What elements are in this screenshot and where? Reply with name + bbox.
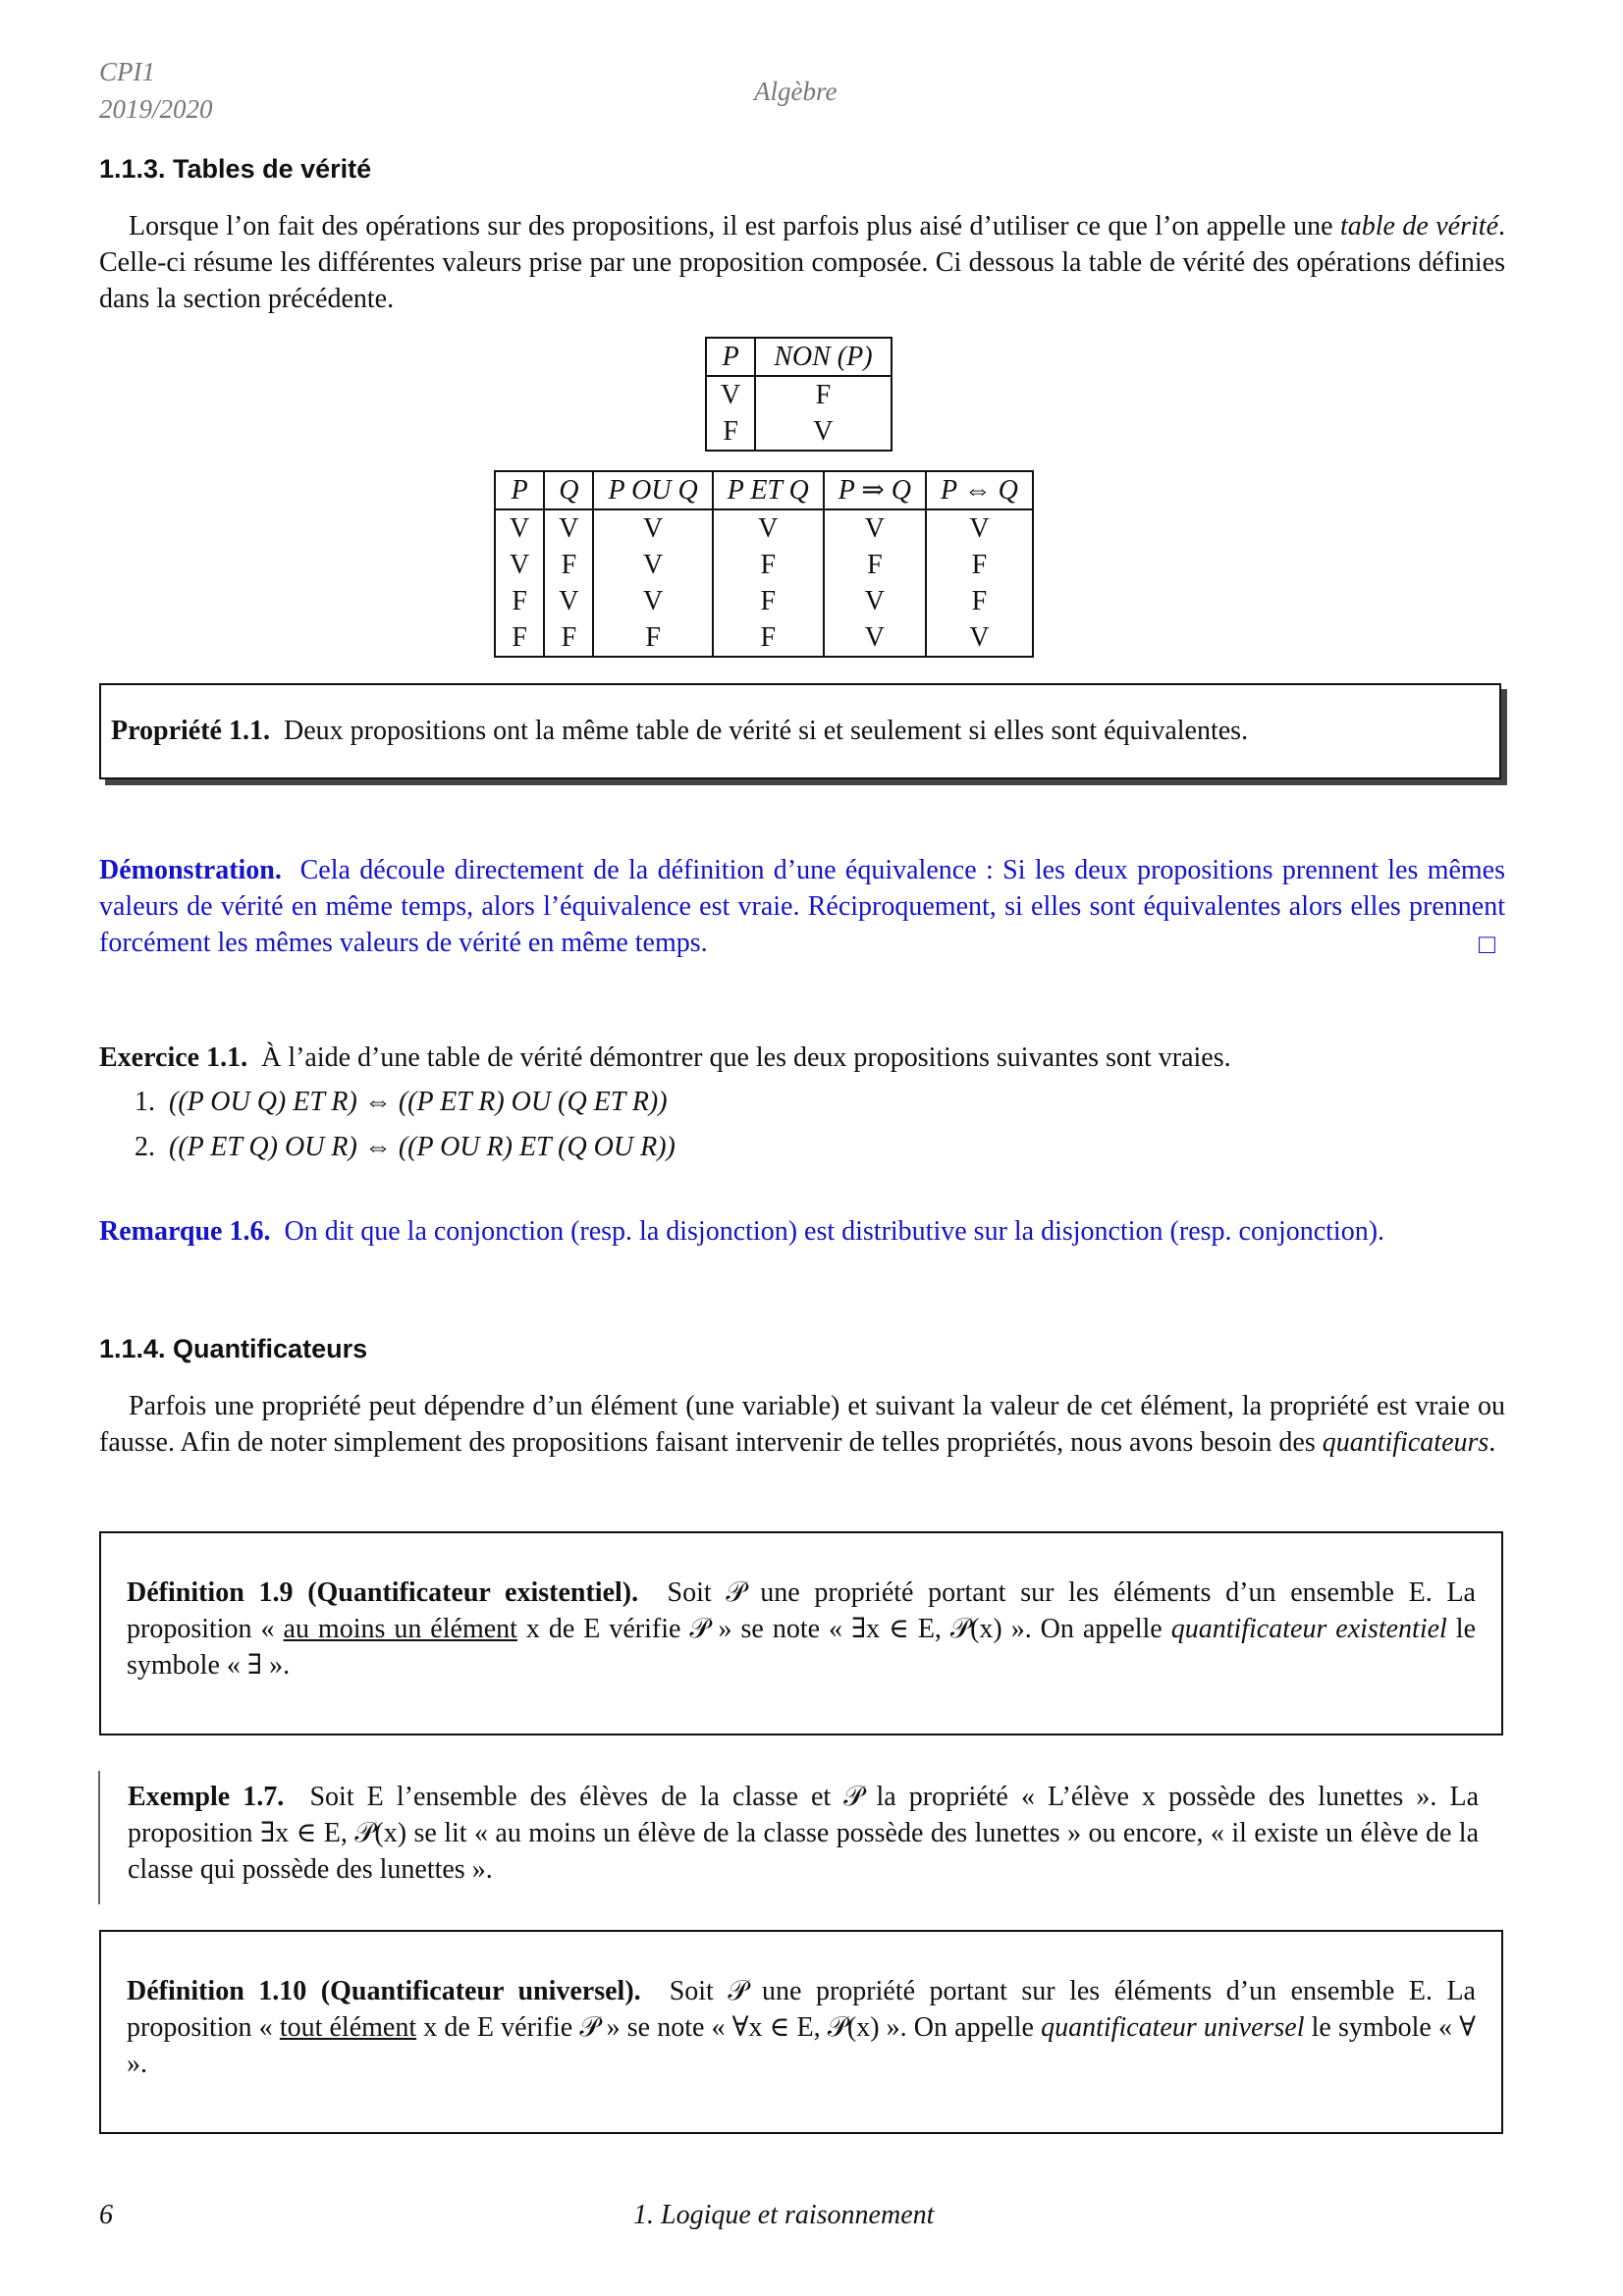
table-cell: F	[755, 376, 891, 413]
table-header: Q	[544, 471, 593, 509]
table-cell: F	[926, 547, 1033, 583]
demonstration-text: Cela découle directement de la définition d’une équivalence : Si les deux propositions prennent les mêmes valeurs de vérité en même temps, alors l’équivalence est vraie. Réciproquement, si elles sont équivalentes alors elles prennent forcément les mêmes valeurs de vérité en même temps.	[99, 855, 1506, 958]
table-row	[495, 583, 1033, 619]
definition-box-existentiel: Définition 1.9 (Quantificateur existentiel). Soit 𝒫 une propriété portant sur les éléments d’un ensemble E. La proposition « au moins un élément x de E vérifie 𝒫 » se note « ∃x ∈ E, 𝒫(x) ». On appelle quantificateur existentiel le symbole « ∃ ».	[99, 1531, 1503, 1735]
table-cell: F	[593, 619, 712, 657]
table-cell: F	[926, 583, 1033, 619]
table-cell: F	[544, 619, 593, 657]
table-row	[495, 619, 1033, 657]
table-cell: V	[544, 509, 593, 547]
exercice-label: Exercice 1.1.	[99, 1042, 248, 1073]
definition-label: Définition 1.9 (Quantificateur existentiel).	[127, 1577, 639, 1608]
section-intro-quantificateurs: Parfois une propriété peut dépendre d’un élément (une variable) et suivant la valeur de cet élément, la propriété est vraie ou fausse. Afin de noter simplement des propositions faisant intervenir de telles propriétés, nous avons besoin des quantificateurs.	[99, 1391, 1505, 1458]
table-cell: V	[495, 509, 544, 547]
table-cell: V	[495, 547, 544, 583]
table-header: P	[495, 471, 544, 509]
table-cell: F	[713, 619, 824, 657]
definition-box-universel: Définition 1.10 (Quantificateur universel). Soit 𝒫 une propriété portant sur les éléments d’un ensemble E. La proposition « tout élément x de E vérifie 𝒫 » se note « ∀x ∈ E, 𝒫(x) ». On appelle quantificateur universel le symbole « ∀ ».	[99, 1930, 1503, 2134]
table-cell: V	[544, 583, 593, 619]
table-cell: F	[713, 547, 824, 583]
table-header: P ⇒ Q	[824, 471, 926, 509]
table-cell: V	[593, 509, 712, 547]
table-header: P	[706, 338, 755, 376]
table-cell: V	[824, 509, 926, 547]
exemple-text: Soit E l’ensemble des élèves de la classe et 𝒫 la propriété « L’élève x possède des lunettes ». La proposition ∃x ∈ E, 𝒫(x) se lit « au moins un élève de la classe possède des lunettes » ou encore, « il existe un élève de la classe qui possède des lunettes ».	[128, 1782, 1480, 1885]
table-header: P ET Q	[713, 471, 824, 509]
exercice-text: À l’aide d’une table de vérité démontrer que les deux propositions suivantes sont vraies.	[261, 1042, 1231, 1073]
exercice-list	[135, 1080, 676, 1170]
demonstration-block	[99, 852, 1505, 961]
header-course: CPI1	[99, 57, 155, 86]
list-item: 1. ((P OU Q) ET R) ⇔ ((P ET R) OU (Q ET R))	[135, 1087, 668, 1117]
demonstration-label: Démonstration.	[99, 855, 282, 885]
table-cell: F	[495, 583, 544, 619]
table-cell: V	[926, 619, 1033, 657]
section-title-tables-de-verite: 1.1.3. Tables de vérité	[99, 154, 372, 184]
truth-table-non	[705, 337, 893, 452]
table-cell: V	[713, 509, 824, 547]
section-intro-tables: Lorsque l’on fait des opérations sur des propositions, il est parfois plus aisé d’utiliser ce que l’on appelle une table de vérité. Celle-ci résume les différentes valeurs prise par une proposition composée. Ci dessous la table de vérité des opérations définies dans la section précédente.	[99, 211, 1505, 314]
table-cell: V	[926, 509, 1033, 547]
remarque-label: Remarque 1.6.	[99, 1216, 271, 1247]
remarque-text: On dit que la conjonction (resp. la disjonction) est distributive sur la disjonction (resp. conjonction).	[284, 1216, 1385, 1247]
table-cell: F	[824, 547, 926, 583]
table-header: P ⇔ Q	[926, 471, 1033, 509]
table-cell: F	[706, 413, 755, 451]
header-year: 2019/2020	[99, 94, 213, 124]
exemple-left-bar	[98, 1771, 100, 1904]
table-header: P OU Q	[593, 471, 712, 509]
propriete-text: Deux propositions ont la même table de vérité si et seulement si elles sont équivalentes.	[283, 716, 1249, 746]
exercice-block	[99, 1040, 1505, 1076]
table-cell: F	[544, 547, 593, 583]
table-cell: V	[824, 583, 926, 619]
propriete-label: Propriété 1.1.	[111, 716, 270, 746]
list-item: 2. ((P ET Q) OU R) ⇔ ((P OU R) ET (Q OU R))	[135, 1132, 676, 1162]
exemple-block	[128, 1779, 1479, 1888]
table-cell: F	[713, 583, 824, 619]
table-row	[495, 509, 1033, 547]
remarque-block	[99, 1213, 1513, 1250]
table-cell: V	[593, 583, 712, 619]
table-cell: V	[824, 619, 926, 657]
definition-label: Définition 1.10 (Quantificateur universel).	[127, 1976, 641, 2006]
qed-symbol: □	[1479, 930, 1495, 960]
table-header: NON (P)	[755, 338, 891, 376]
page-number: 6	[99, 2200, 113, 2230]
underlined-phrase: tout élément	[279, 2012, 417, 2043]
header-subject: Algèbre	[754, 77, 838, 106]
propriete-box	[99, 683, 1501, 779]
table-cell: V	[706, 376, 755, 413]
table-cell: F	[495, 619, 544, 657]
section-title-quantificateurs: 1.1.4. Quantificateurs	[99, 1334, 368, 1363]
table-cell: V	[755, 413, 891, 451]
underlined-phrase: au moins un élément	[283, 1614, 517, 1644]
exemple-label: Exemple 1.7.	[128, 1782, 285, 1812]
footer-chapter: 1. Logique et raisonnement	[633, 2200, 935, 2230]
table-row	[495, 547, 1033, 583]
table-cell: V	[593, 547, 712, 583]
truth-table-operations	[494, 470, 1034, 658]
